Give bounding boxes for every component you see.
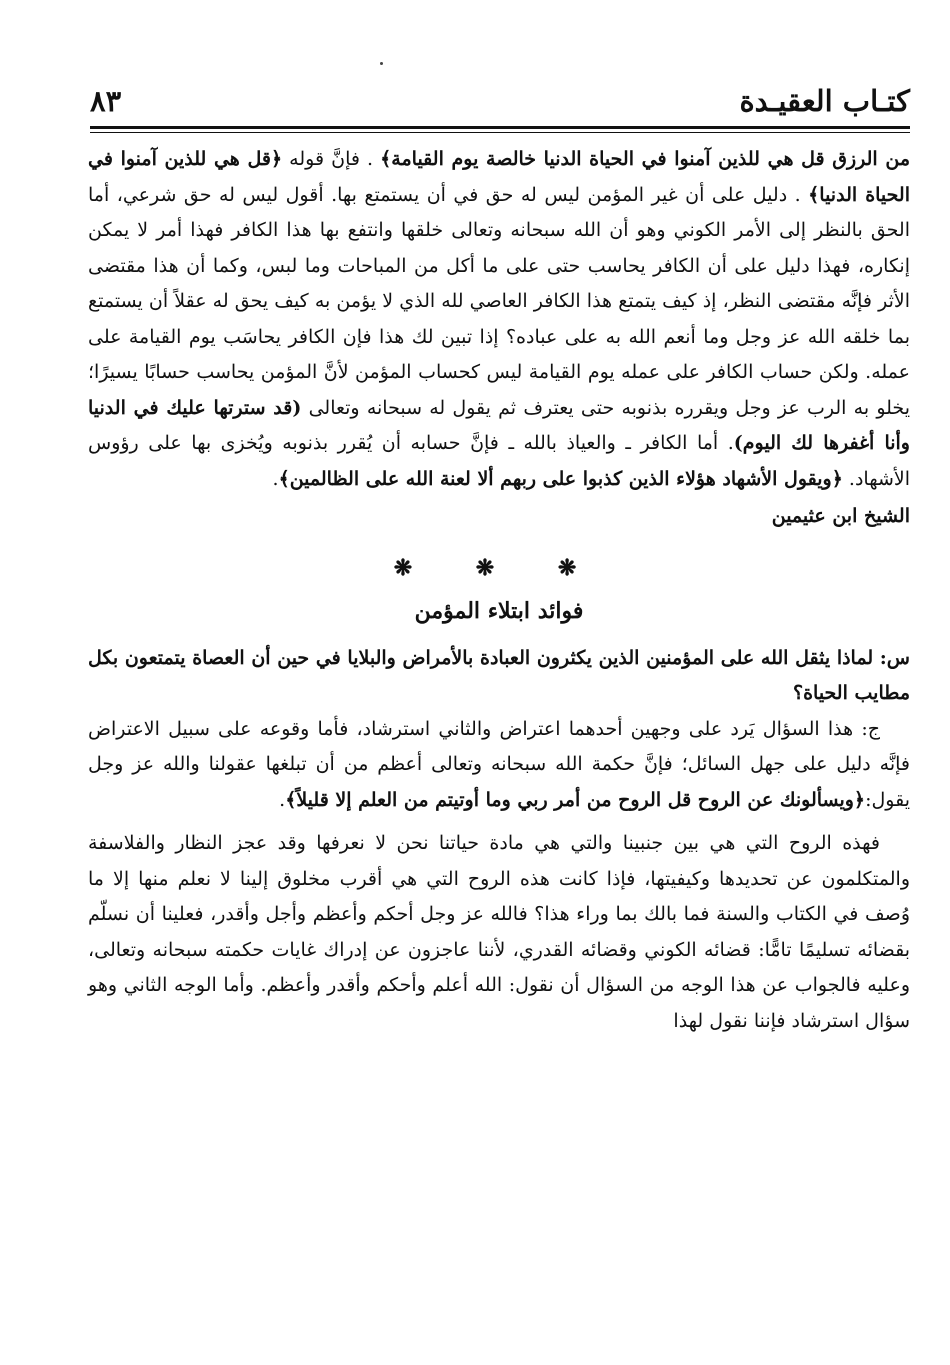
- question-text: س: لماذا يثقل الله على المؤمنين الذين يكثرون العبادة بالأمراض والبلايا في حين أن العصاة يتمتعون بكل مطايب الحياة؟: [88, 646, 910, 704]
- body-text: . فإنَّ قوله: [282, 148, 381, 170]
- body-text: . أما الكافر ـ والعياذ بالله ـ فإنَّ حسابه أن يُقرر بذنوبه ويُخزى بها على رؤوس الأشهاد.: [88, 432, 910, 490]
- section-separator: ❋ ❋ ❋: [393, 554, 605, 581]
- section-heading: فوائد ابتلاء المؤمن: [414, 597, 584, 624]
- header-rule-thick: [90, 126, 910, 129]
- body-text: . دليل على أن غير المؤمن ليس له حق في أن يستمتع بها. أقول ليس له حق شرعي، أما الحق بالنظر إلى الأمر الكوني وهو أن الله سبحانه وتعالى خلقها وانتفع بها هذا الكافر فهذا أمر لا يمكن إنكاره، فهذا دليل على أن الكافر يحاسب حتى على ما أكل من المباحات وما لبس، وكما أن هذا مقتضى الأثر فإنَّه مقتضى النظر، إذ كيف يتمتع هذا الكافر العاصي لله الذي لا يؤمن به كيف يحق له عقلاً أن يستمتع بما خلقه الله عز وجل وما أنعم الله به على عباده؟ إذا تبين لك هذا فإن الكافر يحاسَب يوم القيامة على عمله. ولكن حساب الكافر على عمله يوم القيامة ليس كحساب المؤمن لأنَّ المؤمن يحاسب حسابًا يسيرًا؛ يخلو به الرب عز وجل ويقرره بذنوبه حتى يعترف ثم يقول له سبحانه وتعالى: [88, 183, 910, 419]
- answer-paragraph: [88, 712, 910, 819]
- quran-quote: من الرزق قل هي للذين آمنوا في الحياة الدنيا خالصة يوم القيامة﴾: [380, 148, 910, 170]
- page-number: ٨٣: [90, 84, 122, 118]
- hadith-quote: (قد سترتها عليك في الدنيا وأنا أغفرها لك اليوم): [88, 396, 910, 454]
- author-signature: الشيخ ابن عثيمين: [771, 505, 910, 527]
- body-text: .: [279, 788, 286, 811]
- page-body: [88, 142, 910, 1039]
- page-header: [90, 78, 910, 128]
- scan-speck: [380, 62, 383, 65]
- paragraph-1: [88, 142, 910, 497]
- quran-quote: ﴿ويقول الأشهاد هؤلاء الذين كذبوا على ربهم ألا لعنة الله على الظالمين﴾: [278, 467, 843, 490]
- running-title: كتـاب العقيـدة: [739, 84, 910, 118]
- header-rule-thin: [90, 132, 910, 133]
- body-text: ج: هذا السؤال يَرد على وجهين أحدهما اعتراض والثاني استرشاد، فأما وقوعه على سبيل الاعتراض فإنَّه دليل على جهل السائل؛ فإنَّ حكمة الله سبحانه وتعالى أعظم من أن تبلغها عقولنا والله عز وجل يقول:: [88, 717, 910, 811]
- quran-quote: ﴿ويسألونك عن الروح قل الروح من أمر ربي وما أوتيتم من العلم إلا قليلاً﴾: [285, 788, 866, 811]
- quran-quote: ﴿قل هي للذين آمنوا في الحياة الدنيا﴾: [88, 148, 910, 206]
- body-text: .: [272, 467, 279, 490]
- paragraph-3: فهذه الروح التي هي بين جنبينا والتي هي مادة حياتنا نحن لا نعرفها وقد عجز النظار والفلاسفة والمتكلمون عن تحديدها وكيفيتها، فإذا كانت هذه الروح التي هي أقرب مخلوق إلينا لا نعلم منها إلا ما وُصف في الكتاب والسنة فما بالك بما وراء هذا؟ فالله عز وجل أحكم وأعظم وأجل وأقدر، فعلينا أن نسلّم بقضائه تسليمًا تامًّا: قضائه الكوني وقضائه القدري، لأننا عاجزون عن إدراك غايات حكمته سبحانه وتعالى، وعليه فالجواب عن هذا الوجه من السؤال أن نقول: الله أعلم وأحكم وأقدر وأعظم. وأما الوجه الثاني وهو سؤال استرشاد فإننا نقول لهذا: [88, 832, 910, 1032]
